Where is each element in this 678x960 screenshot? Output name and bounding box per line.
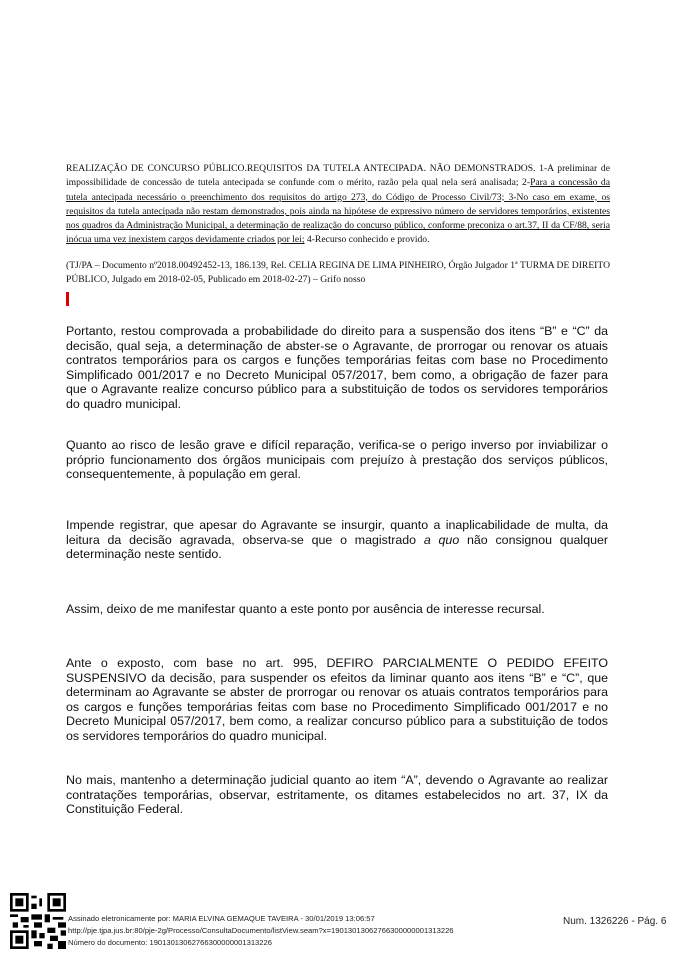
document-url[interactable]: http://pje.tjpa.jus.br:80/pje-2g/Processo/ConsultaDocumento/listView.seam?x=19013013062766300000001313226: [68, 926, 454, 935]
p3-italic: a quo: [423, 532, 460, 547]
p3-text-end: não consignou qualquer determinação neste sentido.: [66, 532, 608, 562]
ementa-conclusion: 4-Recurso conhecido e provido.: [304, 234, 430, 246]
red-marker: [66, 292, 69, 306]
qr-code-icon: [10, 893, 66, 949]
document-number: Número do documento: 19013013062766300000001313226: [68, 938, 272, 947]
paragraph-1: Portanto, restou comprovada a probabilidade do direito para a suspensão dos itens “B” e “C” da decisão, qual seja, a determinação de abster-se o Agravante, de prorrogar ou renovar os atuais contratos temporários para os cargos e funções temporárias feitas com base no Procedimento Simplificado 001/2017 e no Decreto Municipal 057/2017, bem como, a obrigação de fazer para que o Agravante realize concurso público para a substituição de todos os servidores temporários do quadro municipal.: [66, 324, 608, 411]
paragraph-3: [66, 518, 608, 562]
ementa-text: REALIZAÇÃO DE CONCURSO PÚBLICO.REQUISITOS DA TUTELA ANTECIPADA. NÃO DEMONSTRADOS. 1-A preliminar de impossibilidade de concessão de tutela antecipada se confunde com o mérito, razão pela qual nela será analisada; 2-: [66, 163, 610, 189]
citation: (TJ/PA – Documento nº2018.00492452-13, 186.139, Rel. CELIA REGINA DE LIMA PINHEIRO, Órgão Julgador 1ª TURMA DE DIREITO PÚBLICO, Julgado em 2018-02-05, Publicado em 2018-02-27) – Grifo nosso: [66, 260, 610, 286]
page-number: Num. 1326226 - Pág. 6: [563, 916, 667, 927]
paragraph-4: Assim, deixo de me manifestar quanto a este ponto por ausência de interesse recursal.: [66, 602, 545, 616]
paragraph-2: Quanto ao risco de lesão grave e difícil reparação, verifica-se o perigo inverso por inviabilizar o próprio funcionamento dos órgãos municipais com prejuízo à prestação dos serviços públicos, consequentemente, à população em geral.: [66, 438, 608, 482]
ementa-underlined: Para a concessão da tutela antecipada necessário o preenchimento dos requisitos do artigo 273, do Código de Processo Civil/73; 3-No caso em exame, os requisitos da tutela antecipada não restam demonstrados, pois ainda na hipótese de expressivo número de servidores temporários, existentes nos quadros da Administração Municipal, a determinação de realização do concurso público, conforme preconiza o art.37, II da CF/88, seria inócua uma vez inexistem cargos devidamente criados por lei;: [66, 177, 610, 246]
p3-text: Impende registrar, que apesar do Agravante se insurgir, quanto a inaplicabilidade de multa, da leitura da decisão agravada, observa-se que o magistrado: [66, 518, 608, 547]
paragraph-6: No mais, mantenho a determinação judicial quanto ao item “A”, devendo o Agravante ao realizar contratações temporárias, observar, estritamente, os ditames estabelecidos no art. 37, IX da Constituição Federal.: [66, 773, 608, 817]
quoted-ementa: [66, 162, 610, 248]
signature-line: Assinado eletronicamente por: MARIA ELVINA GEMAQUE TAVEIRA - 30/01/2019 13:06:57: [68, 914, 375, 923]
paragraph-5: Ante o exposto, com base no art. 995, DEFIRO PARCIALMENTE O PEDIDO EFEITO SUSPENSIVO da decisão, para suspender os efeitos da liminar quanto aos itens “B” e “C”, que determinam ao Agravante se abster de prorrogar ou renovar os atuais contratos temporários para os cargos e funções temporárias feitas com base no Procedimento Simplificado 001/2017 e no Decreto Municipal 057/2017, bem como, a realizar concurso público para a substituição de todos os servidores temporários do quadro municipal.: [66, 656, 608, 743]
